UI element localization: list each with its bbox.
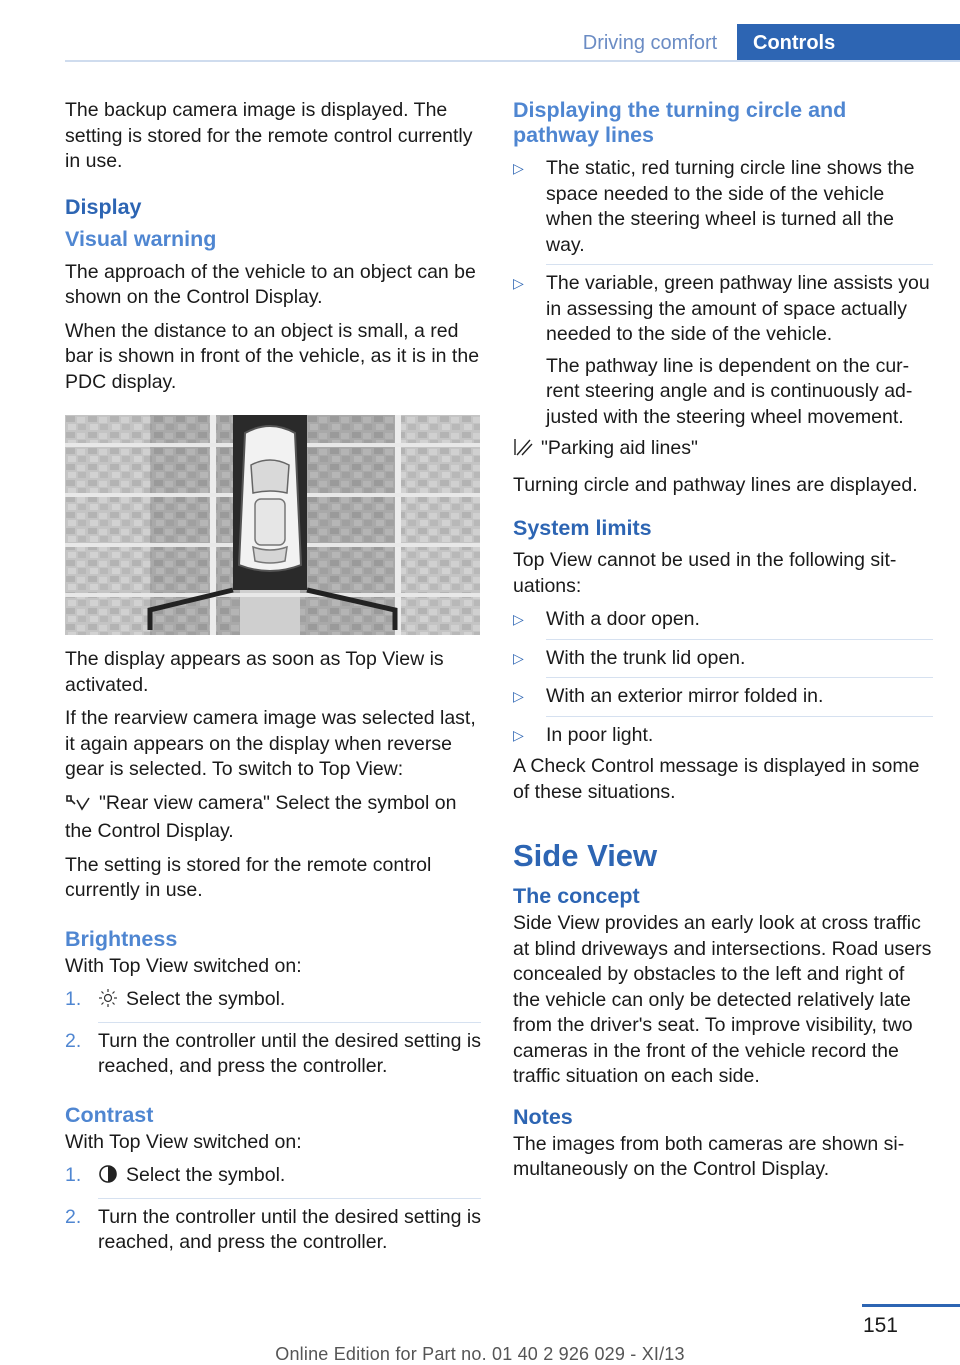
visual-warning-paragraph-1: The approach of the vehicle to an object can be shown on the Control Display.: [65, 260, 476, 308]
list-item: [513, 684, 933, 710]
concept-paragraph: Side View provides an early look at cross traffic at blind driveways and intersections. Road users concealed by obstacles to the left and right of the vehicle can only be detected relatively late from the driver's seat. To improve visibility, two cameras in the front of the vehicle record the traffic situation on each side.: [513, 912, 932, 1087]
list-item-text: With a door open.: [546, 608, 700, 630]
after-figure-paragraph-1: The display appears as soon as Top View is activated.: [65, 648, 444, 696]
contrast-icon: [98, 1164, 118, 1192]
parking-aid-lines-label: [513, 436, 933, 465]
display-heading: Display: [65, 194, 142, 219]
list-separator: [546, 264, 933, 265]
brightness-heading: Brightness: [65, 926, 178, 951]
after-figure-paragraph-2: If the rearview camera image was selected last, it again appears on the display when reverse gear is selected. To switch to Top View:: [65, 707, 476, 780]
brightness-steps: [65, 987, 481, 1080]
list-item: [513, 723, 933, 749]
top-view-illustration: [65, 415, 480, 635]
list-item-extra-text: The pathway line is dependent on the current steering angle and is continuously adjusted with the steering wheel movement.: [546, 354, 913, 428]
list-item-text: In poor light.: [546, 723, 654, 746]
list-item: [513, 646, 933, 672]
right-column: [513, 98, 933, 1191]
left-column: [65, 98, 481, 1262]
step-number: 1.: [65, 1164, 82, 1186]
footer-rule: [862, 1304, 960, 1307]
header-section-label: Driving comfort: [582, 32, 718, 54]
rear-camera-instruction: [65, 791, 481, 845]
brightness-icon: [98, 988, 118, 1016]
list-item: [513, 607, 933, 633]
parking-aid-paragraph: Turning circle and pathway lines are displayed.: [513, 473, 918, 496]
edition-footer: Online Edition for Part no. 01 40 2 926 029 - XI/13: [275, 1344, 685, 1364]
list-separator: [98, 1198, 481, 1199]
list-item: [65, 1205, 481, 1256]
list-item: [513, 271, 933, 430]
stored-setting-paragraph: The setting is stored for the remote control currently in use.: [65, 853, 432, 901]
notes-paragraph: The images from both cameras are shown simultaneously on the Control Display.: [513, 1132, 905, 1180]
system-limits-heading: System limits: [513, 516, 652, 540]
step-number: 2.: [65, 1205, 82, 1228]
list-item: [65, 987, 481, 1016]
step-number: 2.: [65, 1029, 82, 1052]
list-separator: [546, 677, 933, 678]
list-item: [65, 1163, 481, 1192]
list-separator: [98, 1022, 481, 1023]
system-limits-after: A Check Control message is displayed in some of these situations.: [513, 755, 920, 803]
page-number: 151: [862, 1314, 898, 1337]
list-triangle-icon: ▷: [513, 726, 524, 743]
top-view-figure: [65, 415, 480, 635]
header-chapter-tab: Controls: [737, 24, 960, 62]
concept-heading: The concept: [513, 884, 640, 908]
visual-warning-paragraph-2: When the distance to an object is small, a red bar is shown in front of the vehicle, as it is in the PDC display.: [65, 319, 480, 393]
list-triangle-icon: ▷: [513, 611, 524, 627]
list-triangle-icon: ▷: [513, 160, 524, 176]
system-limits-intro: Top View cannot be used in the following situations:: [513, 549, 897, 597]
rear-camera-icon: [65, 792, 91, 820]
turning-lines-list: [513, 156, 933, 430]
rear-camera-text: "Rear view camera" Select the symbol on the Control Display.: [65, 791, 457, 842]
list-item-text: With an exterior mirror folded in.: [546, 685, 824, 707]
list-triangle-icon: ▷: [513, 275, 524, 291]
step-text: Turn the controller until the desired setting is reached, and press the controller.: [98, 1205, 481, 1253]
list-separator: [546, 639, 933, 640]
list-item-text: With the trunk lid open.: [546, 646, 746, 669]
list-item: [513, 156, 933, 258]
parking-aid-lines-text: "Parking aid lines": [541, 437, 698, 459]
list-item: [65, 1029, 481, 1080]
contrast-heading: Contrast: [65, 1102, 154, 1127]
brightness-intro: With Top View switched on:: [65, 954, 302, 977]
step-text: Select the symbol.: [126, 1164, 286, 1186]
contrast-intro: With Top View switched on:: [65, 1130, 302, 1153]
turning-lines-heading: Displaying the turning circle and pathway lines: [513, 98, 847, 147]
visual-warning-heading: Visual warning: [65, 226, 217, 251]
notes-heading: Notes: [513, 1104, 573, 1129]
list-triangle-icon: ▷: [513, 688, 524, 704]
step-text: Select the symbol.: [126, 988, 286, 1010]
list-item-text: The variable, green pathway line assists you in assessing the amount of space actually needed to the side of the vehicle.: [546, 272, 930, 345]
list-triangle-icon: ▷: [513, 649, 524, 666]
parking-aid-lines-icon: [513, 437, 533, 465]
intro-paragraph: The backup camera image is displayed. The setting is stored for the remote control currently in use.: [65, 99, 473, 172]
step-text: Turn the controller until the desired setting is reached, and press the controller.: [98, 1029, 481, 1077]
list-item-text: The static, red turning circle line shows the space needed to the side of the vehicle when the steering wheel is turned all the way.: [546, 157, 915, 256]
side-view-heading: Side View: [513, 838, 658, 873]
step-number: 1.: [65, 988, 82, 1010]
contrast-steps: [65, 1163, 481, 1256]
system-limits-list: [513, 607, 933, 748]
list-separator: [546, 716, 933, 717]
header-rule: [65, 60, 960, 62]
